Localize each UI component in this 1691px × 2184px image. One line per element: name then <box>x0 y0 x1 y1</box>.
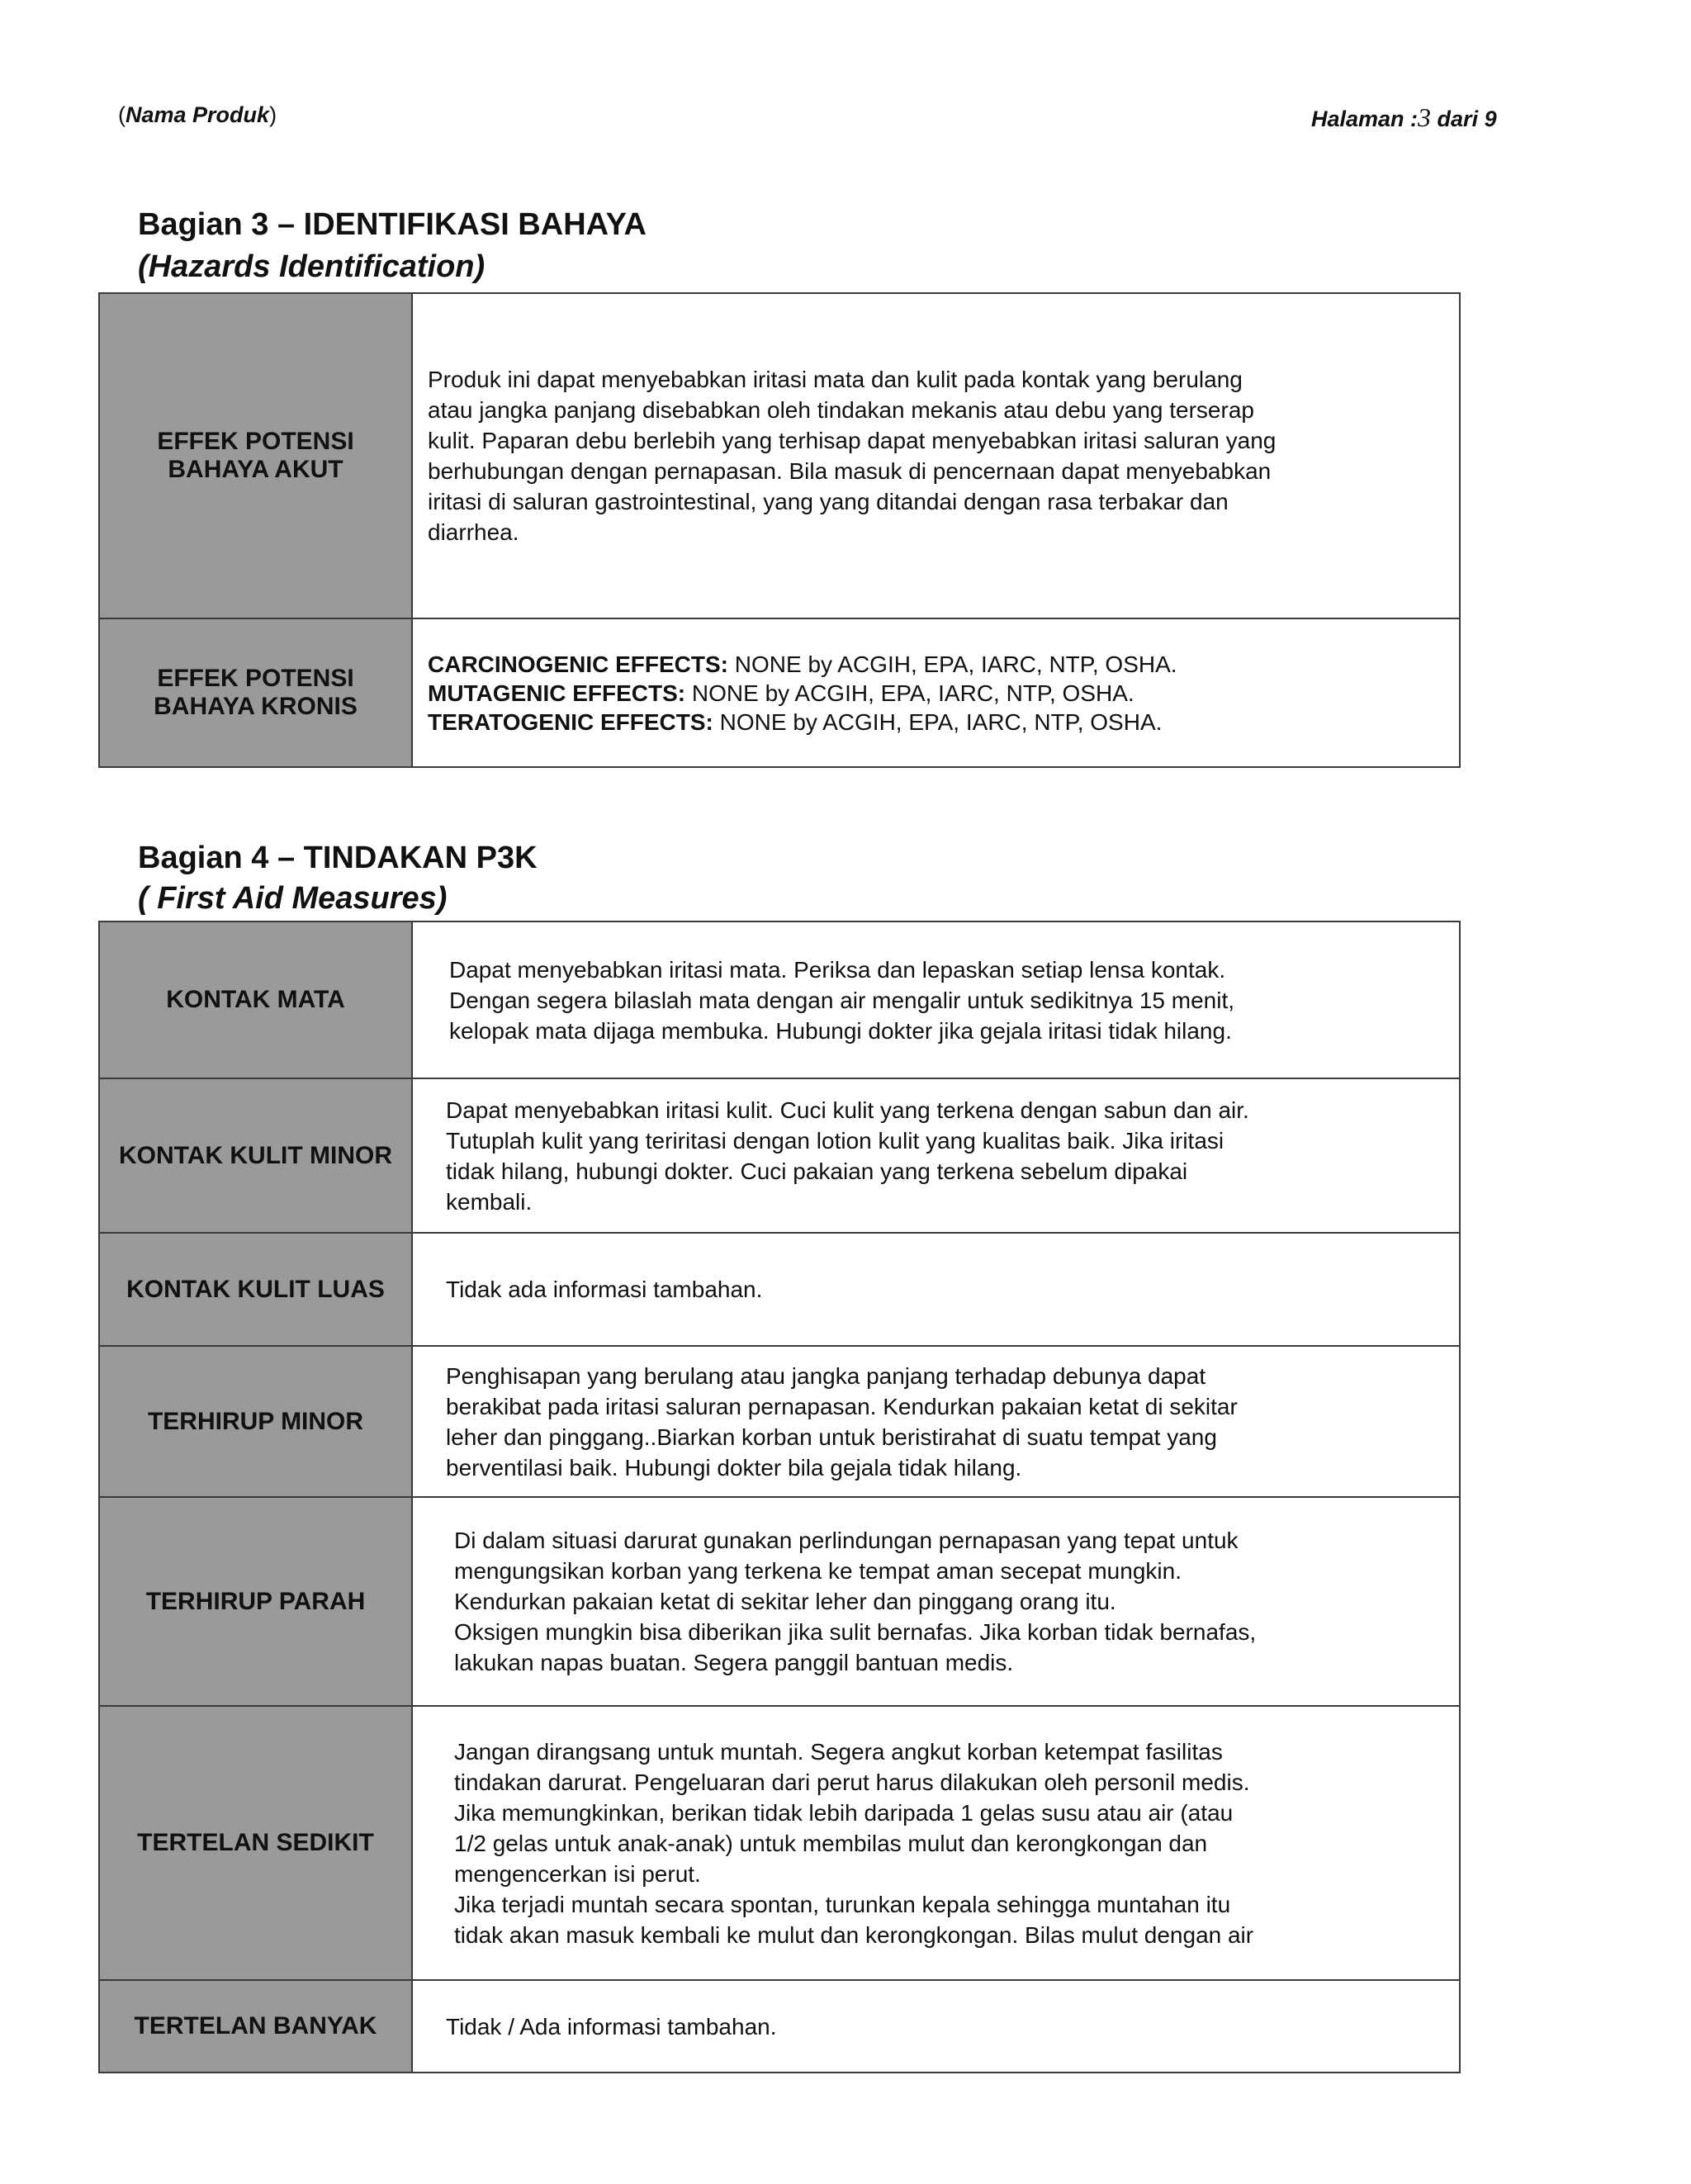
paren-open: ( <box>118 102 126 127</box>
table-row <box>99 1078 1460 1233</box>
row-label-text: EFFEK POTENSI BAHAYA KRONIS <box>154 665 358 720</box>
section3-subtitle: (Hazards Identification) <box>138 249 486 284</box>
table-row <box>99 1980 1460 2073</box>
row-text: Penghisapan yang berulang atau jangka panjang terhadap debunya dapat berakibat pada iritasi saluran pernapasan. Kendurkan pakaian ketat di sekitar leher dan pinggang..Biarkan korban untuk beristirahat di suatu tempat yang berventilasi baik. Hubungi dokter bila gejala tidak hilang. <box>446 1362 1238 1480</box>
row-label-text: TERHIRUP PARAH <box>145 1587 366 1615</box>
row-label-text: TERTELAN SEDIKIT <box>137 1829 374 1856</box>
effect-carcinogenic <box>428 650 1442 679</box>
row-label-text: KONTAK MATA <box>166 986 345 1013</box>
row-text-cell <box>412 921 1460 1078</box>
row-text: Produk ini dapat menyebabkan iritasi mata dan kulit pada kontak yang berulang atau jangka panjang disebabkan oleh tindakan mekanis atau debu yang terserap kulit. Paparan debu berlebih yang terhisap dapat menyebabkan iritasi saluran yang berhubungan dengan pernapasan. Bila masuk di pencernaan dapat menyebabkan iritasi di saluran gastrointestinal, yang yang ditandai dengan rasa terbakar dan diarrhea. <box>428 367 1277 545</box>
first-aid-table <box>98 921 1461 2073</box>
row-text: Dapat menyebabkan iritasi mata. Periksa dan lepaskan setiap lensa kontak. Dengan segera bilaslah mata dengan air mengalir untuk sedikitnya 15 menit, kelopak mata dijaga membuka. Hubungi dokter jika gejala iritasi tidak hilang. <box>449 956 1235 1044</box>
section3-title: Bagian 3 – IDENTIFIKASI BAHAYA <box>138 207 647 242</box>
row-label <box>99 1233 412 1346</box>
row-label-text: TERHIRUP MINOR <box>147 1407 364 1435</box>
effect-value: NONE by ACGIH, EPA, IARC, NTP, OSHA. <box>713 708 1163 735</box>
header-product <box>118 102 277 128</box>
effect-value: NONE by ACGIH, EPA, IARC, NTP, OSHA. <box>685 680 1134 706</box>
row-text-cell <box>412 1497 1460 1706</box>
row-label <box>99 1706 412 1980</box>
section4-subtitle: ( First Aid Measures) <box>138 881 448 916</box>
row-label <box>99 618 412 767</box>
page-number: 3 <box>1418 102 1432 132</box>
row-text: Dapat menyebabkan iritasi kulit. Cuci kulit yang terkena dengan sabun dan air. Tutuplah kulit yang teriritasi dengan lotion kulit yang kualitas baik. Jika iritasi tidak hilang, hubungi dokter. Cuci pakaian yang terkena sebelum dipakai kembali. <box>446 1097 1249 1215</box>
row-text-cell <box>412 1346 1460 1497</box>
row-text: Di dalam situasi darurat gunakan perlindungan pernapasan yang tepat untuk mengungsikan korban yang terkena ke tempat aman secepat mungkin. Kendurkan pakaian ketat di sekitar leher dan pinggang orang itu. Oksigen mungkin bisa diberikan jika sulit bernafas. Jika korban tidak bernafas, lakukan napas buatan. Segera panggil bantuan medis. <box>454 1528 1257 1675</box>
row-label <box>99 921 412 1078</box>
row-text-cell <box>412 1980 1460 2073</box>
effect-mutagenic <box>428 679 1442 708</box>
header-page-indicator <box>1311 102 1497 133</box>
row-text: Tidak ada informasi tambahan. <box>446 1277 763 1302</box>
row-label <box>99 1497 412 1706</box>
row-label-text: TERTELAN BANYAK <box>134 2012 377 2040</box>
table-row <box>99 293 1460 618</box>
table-row <box>99 1233 1460 1346</box>
row-text-cell <box>412 618 1460 767</box>
page-prefix: Halaman : <box>1311 107 1419 131</box>
effect-teratogenic <box>428 708 1442 737</box>
table-row <box>99 1346 1460 1497</box>
row-label-text: KONTAK KULIT LUAS <box>126 1275 385 1303</box>
row-label <box>99 293 412 618</box>
table-row <box>99 921 1460 1078</box>
table-row <box>99 1706 1460 1980</box>
product-name: Nama Produk <box>126 102 270 127</box>
row-label-text: KONTAK KULIT MINOR <box>118 1141 393 1169</box>
row-text-cell <box>412 1706 1460 1980</box>
row-text-cell <box>412 1233 1460 1346</box>
row-text: Tidak / Ada informasi tambahan. <box>446 2013 777 2040</box>
effect-name: TERATOGENIC EFFECTS: <box>428 708 713 735</box>
row-label <box>99 1078 412 1233</box>
effect-name: MUTAGENIC EFFECTS: <box>428 680 686 706</box>
paren-close: ) <box>269 102 277 127</box>
row-text: Jangan dirangsang untuk muntah. Segera angkut korban ketempat fasilitas tindakan darurat. Pengeluaran dari perut harus dilakukan oleh personil medis. Jika memungkinkan, berikan tidak lebih daripada 1 gelas susu atau air (atau 1/2 gelas untuk anak-anak) untuk membilas mulut dan kerongkongan dan mengencerkan isi perut. Jika terjadi muntah secara spontan, turunkan kepala sehingga muntahan itu tidak akan masuk kembali ke mulut dan kerongkongan. Bilas mulut dengan air <box>454 1738 1254 1948</box>
section4-title: Bagian 4 – TINDAKAN P3K <box>138 841 538 875</box>
effect-name: CARCINOGENIC EFFECTS: <box>428 651 728 677</box>
row-label <box>99 1980 412 2073</box>
row-label <box>99 1346 412 1497</box>
row-text-cell <box>412 1078 1460 1233</box>
row-text-cell <box>412 293 1460 618</box>
effects-list <box>413 650 1459 737</box>
table-row <box>99 618 1460 767</box>
hazards-table <box>98 292 1461 768</box>
page-suffix: dari 9 <box>1431 107 1497 131</box>
table-row <box>99 1497 1460 1706</box>
row-label-text: EFFEK POTENSI BAHAYA AKUT <box>157 428 354 483</box>
effect-value: NONE by ACGIH, EPA, IARC, NTP, OSHA. <box>728 651 1177 677</box>
